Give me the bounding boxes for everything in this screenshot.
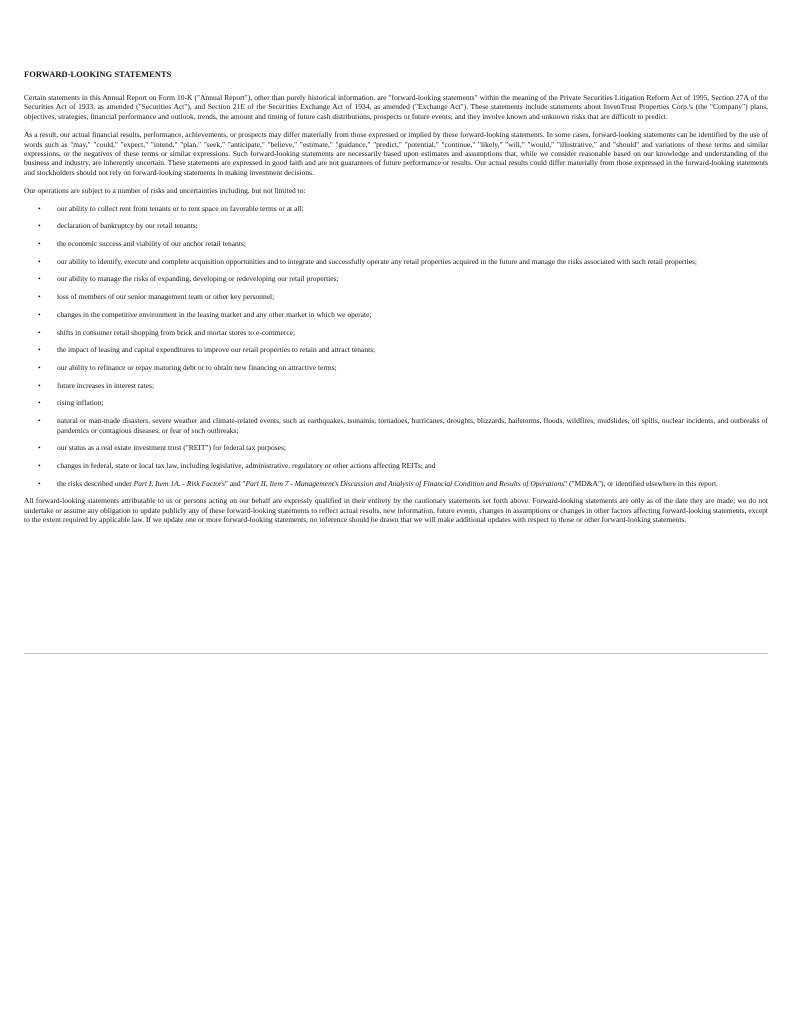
risk-text: our ability to manage the risks of expanding, developing or redeveloping our retail properties;	[57, 274, 339, 284]
risk-text: future increases in interest rates;	[57, 380, 155, 390]
risk-text-pre: the risks described under	[57, 478, 134, 488]
risk-item	[24, 443, 768, 452]
risk-text: the economic success and viability of our anchor retail tenants;	[57, 239, 246, 249]
bullet-icon: •	[38, 362, 41, 372]
risk-text-mid: " and "	[224, 478, 246, 488]
risk-text: loss of members of our senior management team or other key personnel;	[57, 292, 275, 302]
risk-item-last	[24, 479, 768, 488]
risk-text: the impact of leasing and capital expenditures to improve our retail properties to retain and attract tenants;	[57, 345, 376, 355]
bullet-icon: •	[38, 478, 41, 488]
bullet-icon: •	[38, 256, 41, 266]
closing-paragraph: All forward-looking statements attributable to us or persons acting on our behalf are expressly qualified in their entirety by the cautionary statements set forth above. Forward-looking statements are only as of the date they are made; we do not undertake or assume any obligation to update publicly any of these forward-looking statements to reflect actual results, new information, future events, changes in assumptions or changes in other factors affecting forward-looking statements, except to the extent required by applicable law. If we update one or more forward-looking statements, no inference should be drawn that we will make additional updates with respect to those or other forward-looking statements.	[24, 496, 768, 525]
bullet-icon: •	[38, 274, 41, 284]
bullet-icon: •	[38, 239, 41, 249]
risk-item	[24, 274, 768, 283]
risk-factors-reference: Part I, Item 1A. - Risk Factors	[133, 478, 225, 488]
document-page	[24, 70, 768, 534]
risk-item	[24, 345, 768, 354]
bullet-icon: •	[38, 345, 41, 355]
intro-paragraph: Certain statements in this Annual Report on Form 10-K ("Annual Report"), other than purely historical information, are "forward-looking statements" within the meaning of the Private Securities Litigation Reform Act of 1995, Section 27A of the Securities Act of 1933, as amended ("Securities Act"), and Section 21E of the Securities Exchange Act of 1934, as amended ("Exchange Act"). These statements include statements about InvenTrust Properties Corp.'s (the "Company") plans, objectives, strategies, financial performance and outlook, trends, the amount and timing of future cash distributions, prospects or future events; and they involve known and unknown risks that are difficult to predict.	[24, 93, 768, 121]
bullet-icon: •	[38, 398, 41, 408]
risk-item	[24, 292, 768, 301]
risk-text: our ability to refinance or repay maturing debt or to obtain new financing on attractive terms;	[57, 362, 337, 372]
risk-text-post: " ("MD&A"), or identified elsewhere in this report.	[564, 478, 719, 488]
bullet-icon: •	[38, 292, 41, 302]
bullet-icon: •	[38, 416, 41, 426]
bullet-icon: •	[38, 221, 41, 231]
section-heading: FORWARD-LOOKING STATEMENTS	[24, 70, 172, 79]
risk-item	[24, 461, 768, 470]
bullet-icon: •	[38, 203, 41, 213]
risk-text: our status as a real estate investment trust ("REIT") for federal tax purposes;	[57, 443, 286, 453]
risk-item	[24, 221, 768, 230]
results-paragraph: As a result, our actual financial results, performance, achievements, or prospects may differ materially from those expressed or implied by these forward-looking statements. In some cases, forward-looking statements can be identified by the use of words such as "may," "could," "expect," "intend," "plan," "seek," "anticipate," "believe," "estimate," "guidance," "predict," "potential," "continue," "likely," "will," "would," "illustrative," and "should" and variations of these terms and similar expressions, or the negatives of these terms or similar expressions. Such forward-looking statements are necessarily based upon estimates and assumptions that, while we consider reasonable based on our knowledge and understanding of the business and industry, are inherently uncertain. These statements are expressed in good faith and are not guarantees of future performance or results. Our actual results could differ materially from those expressed in the forward-looking statements and stockholders should not rely on forward-looking statements in making investment decisions.	[24, 130, 768, 177]
risk-item	[24, 310, 768, 319]
mdna-reference: Part II, Item 7 - Management's Discussion and Analysis of Financial Condition and Results of Operations	[245, 478, 565, 488]
risk-item	[24, 257, 768, 266]
risk-item	[24, 363, 768, 372]
risk-item	[24, 381, 768, 390]
risk-text: our ability to collect rent from tenants or to rent space on favorable terms or at all;	[57, 203, 304, 213]
risk-item	[24, 416, 768, 435]
risk-text: shifts in consumer retail shopping from brick and mortar stores to e-commerce;	[57, 327, 296, 337]
risk-text: changes in the competitive environment in the leasing market and any other market in which we operate;	[57, 309, 372, 319]
bullet-icon: •	[38, 327, 41, 337]
risk-text: rising inflation;	[57, 398, 104, 408]
bullet-icon: •	[38, 380, 41, 390]
risk-item	[24, 398, 768, 407]
risk-item	[24, 204, 768, 213]
risk-item	[24, 239, 768, 248]
risk-list	[24, 204, 768, 488]
bullet-icon: •	[38, 309, 41, 319]
bullet-icon: •	[38, 443, 41, 453]
risk-text: declaration of bankruptcy by our retail tenants;	[57, 221, 198, 231]
risks-intro: Our operations are subject to a number of risks and uncertainties including, but not limited to:	[24, 186, 306, 196]
bullet-icon: •	[38, 460, 41, 470]
risk-item	[24, 328, 768, 337]
risk-text: changes in federal, state or local tax law, including legislative, administrative, regulatory or other actions affecting REITs; and	[57, 460, 436, 470]
risk-text: natural or man-made disasters, severe weather and climate-related events, such as earthquakes, tsunamis, tornadoes, hurricanes, droughts, blizzards, hailstorms, floods, wildfires, mudslides, oil spills, nuclear incidents, and outbreaks of pandemics or contagious diseases, or fear of such outbreaks;	[57, 416, 768, 435]
page-divider	[24, 653, 768, 654]
risk-text: our ability to identify, execute and complete acquisition opportunities and to integrate and successfully operate any retail properties acquired in the future and manage the risks associated with such retail properties;	[57, 256, 697, 266]
